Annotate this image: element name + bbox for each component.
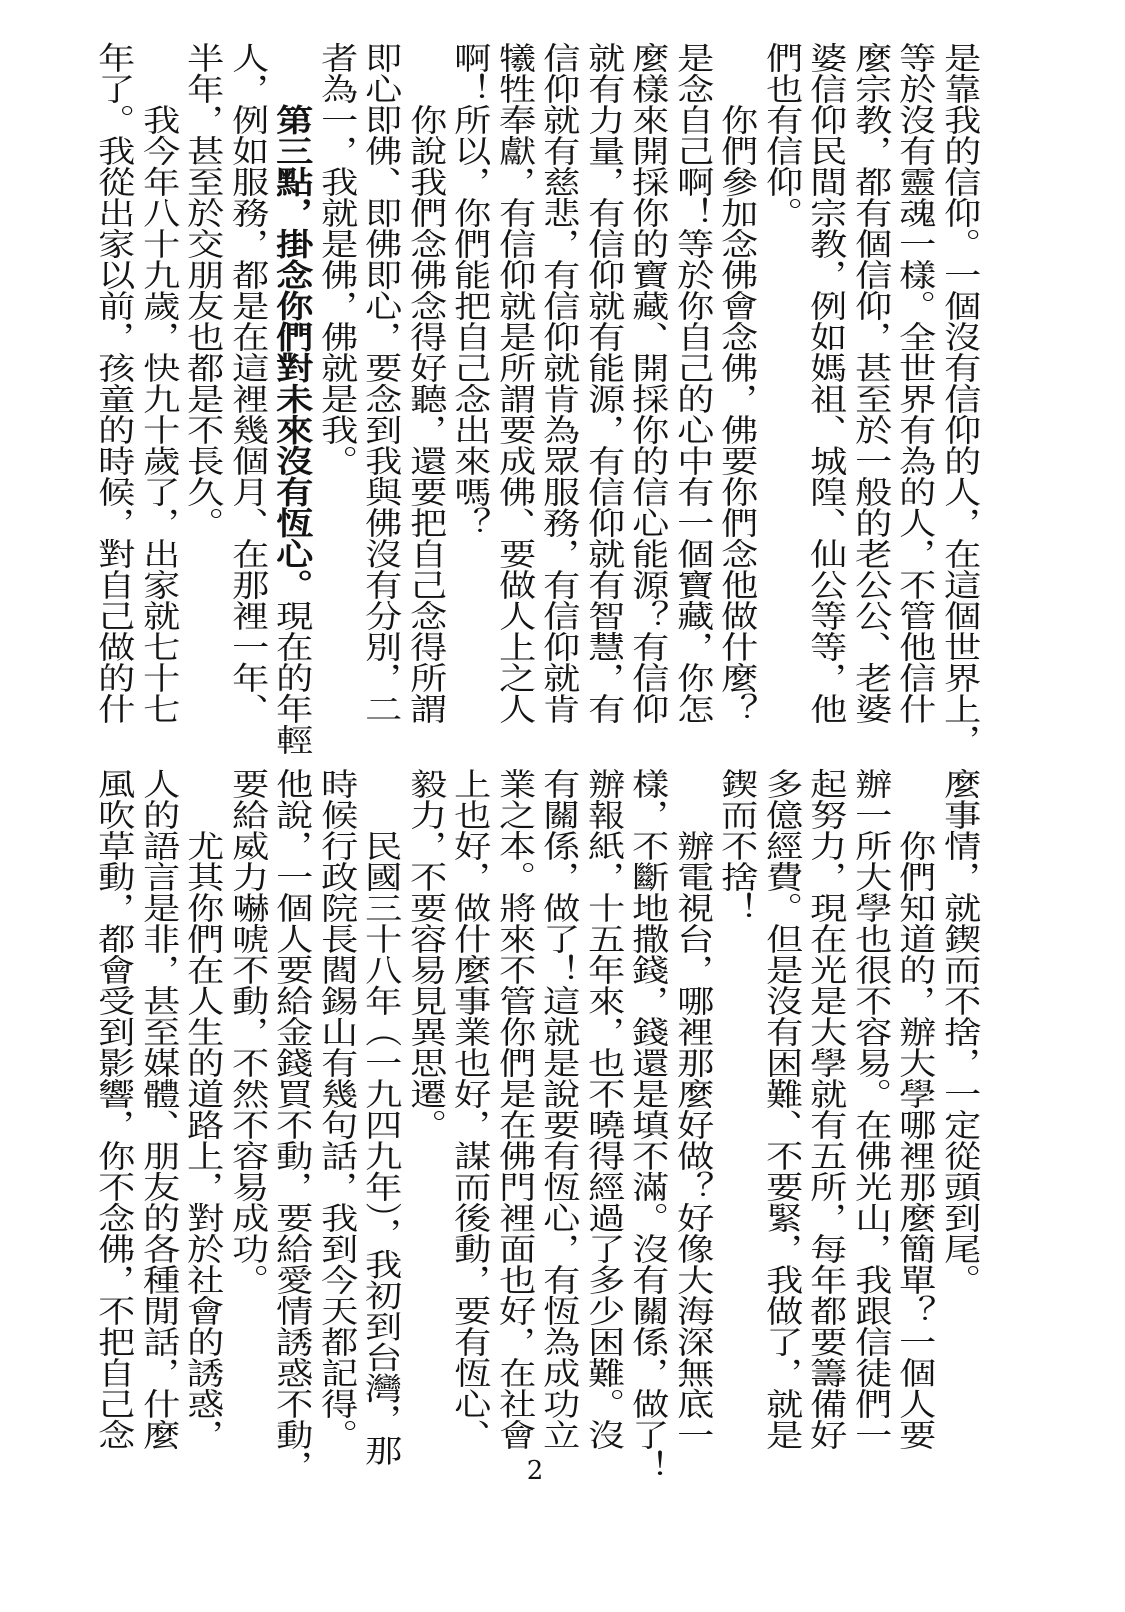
paragraph-start-column: 民國三十八年（一九四九年），我初到台灣，那 — [357, 830, 402, 1466]
point-three-heading: 第三點，掛念你們對未來沒有恆心。 — [268, 104, 313, 600]
text-column: 麼事情，就鍥而不捨，一定從頭到尾。 — [936, 768, 980, 1295]
text-column: 等於沒有靈魂一樣。全世界有為的人，不管他信什 — [891, 42, 936, 724]
paragraph-start-column: 你們知道的，辦大學哪裡那麼簡單？一個人要 — [891, 830, 936, 1450]
text-column: 風吹草動，都會受到影響，你不念佛，不把自己念 — [90, 768, 135, 1450]
paragraph-start-column: 你說我們念佛念得好聽，還要把自己念得所謂 — [402, 104, 446, 724]
text-column: 麼宗教，都有個信仰，甚至於一般的老公公、老婆 — [847, 42, 891, 724]
text-column: 半年，甚至於交朋友也都是不長久。 — [179, 42, 224, 538]
page-number: 2 — [526, 1456, 544, 1486]
text-column: 毅力，不要容易見異思遷。 — [402, 768, 446, 1140]
text-column: 麼樣來開採你的寶藏、開採你的信心能源？有信仰 — [624, 42, 669, 724]
text-column: 他說，一個人要給金錢買不動，要給愛情誘惑不動， — [268, 768, 313, 1481]
text-column: 有關係，做了！這就是說要有恆心，有恆為成功立 — [535, 768, 580, 1450]
text-column: 業之本。將來不管你們是在佛門裡面也好，在社會 — [491, 768, 535, 1450]
text-column: 上也好，做什麼事業也好，謀而後動，要有恆心、 — [446, 768, 491, 1450]
text-column: 時候行政院長閻錫山有幾句話，我到今天都記得。 — [313, 768, 357, 1450]
text-column: 起努力，現在光是大學就有五所，每年都要籌備好 — [802, 768, 847, 1450]
text-column: 辦報紙，十五年來，也不曉得經過了多少困難。沒 — [580, 768, 624, 1450]
paragraph-start-column: 尤其你們在人生的道路上，對於社會的誘惑， — [179, 830, 224, 1450]
text-column: 即心即佛、即佛即心，要念到我與佛沒有分別，二 — [357, 42, 402, 724]
text-column: 們也有信仰。 — [758, 42, 802, 228]
text-column: 是靠我的信仰。一個沒有信仰的人，在這個世界上， — [936, 42, 980, 755]
text-column: 多億經費。但是沒有困難、不要緊，我做了，就是 — [758, 768, 802, 1450]
text-column: 者為一，我就是佛，佛就是我。 — [313, 42, 357, 476]
text-column: 就有力量，有信仰就有能源，有信仰就有智慧，有 — [580, 42, 624, 724]
text-column: 人的語言是非，甚至媒體、朋友的各種閒話，什麼 — [135, 768, 179, 1450]
paragraph-start-column: 你們參加念佛會念佛，佛要你們念他做什麼？ — [713, 104, 758, 724]
text-column: 辦一所大學也很不容易。在佛光山，我跟信徒們一 — [847, 768, 891, 1450]
text-column: 人，例如服務，都是在這裡幾個月、在那裡一年、 — [224, 42, 268, 724]
text-column: 婆信仰民間宗教，例如媽祖、城隍、仙公等等，他 — [802, 42, 847, 724]
text-column: 啊！所以，你們能把自己念出來嗎？ — [446, 42, 491, 538]
upper-text-block — [90, 42, 980, 762]
text-column: 年了。我從出家以前，孩童的時候，對自己做的什 — [90, 42, 135, 724]
heading-continuation: 現在的年輕 — [268, 600, 313, 755]
text-column: 樣，不斷地撒錢，錢還是填不滿。沒有關係，做了！ — [624, 768, 669, 1481]
text-column: 是念自己啊！等於你自己的心中有一個寶藏，你怎 — [669, 42, 713, 724]
text-column: 信仰就有慈悲，有信仰就肯為眾服務，有信仰就肯 — [535, 42, 580, 724]
text-column: 鍥而不捨！ — [713, 768, 758, 923]
text-column: 要給威力嚇唬不動，不然不容易成功。 — [224, 768, 268, 1295]
lower-text-block — [90, 768, 980, 1488]
paragraph-start-column: 我今年八十九歲，快九十歲了，出家就七十七 — [135, 104, 179, 724]
text-column: 犧牲奉獻，有信仰就是所謂要成佛、要做人上之人 — [491, 42, 535, 724]
paragraph-start-column: 辦電視台，哪裡那麼好做？好像大海深無底一 — [669, 830, 713, 1450]
